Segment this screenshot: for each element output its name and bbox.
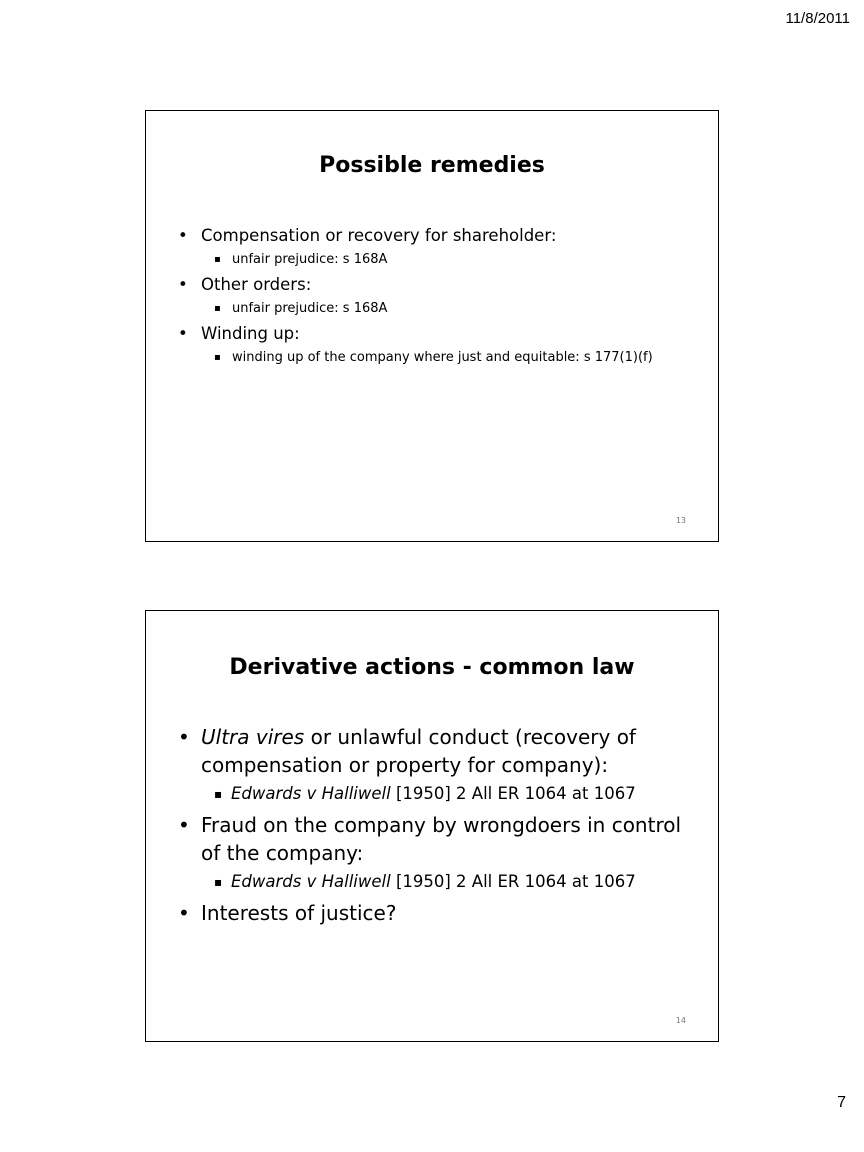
bullet-item <box>176 274 694 317</box>
bullet-text: Compensation or recovery for shareholder: <box>201 226 557 245</box>
sub-bullet-item <box>176 300 694 317</box>
bullet-icon: • <box>178 725 190 749</box>
bullet-item <box>176 225 694 268</box>
bullet-icon: • <box>178 275 188 294</box>
bullet-icon: • <box>178 226 188 245</box>
bullet-text: or unlawful conduct (recovery of compensation or property for company): <box>201 725 636 777</box>
sub-bullet-text: unfair prejudice: s 168A <box>232 252 388 267</box>
bullet-text: Winding up: <box>201 324 300 343</box>
slide-number: 13 <box>675 516 686 525</box>
case-name: Edwards v Halliwell <box>231 872 391 891</box>
sub-bullet-icon: ▪ <box>214 875 223 889</box>
bullet-item <box>176 899 694 927</box>
bullet-text: Other orders: <box>201 275 312 294</box>
sub-bullet-item <box>176 251 694 268</box>
slide-possible-remedies <box>145 110 719 542</box>
page-date: 11/8/2011 <box>785 10 850 27</box>
sub-bullet-icon: ▪ <box>214 352 221 363</box>
page-number: 7 <box>837 1094 846 1111</box>
bullet-text: Fraud on the company by wrongdoers in control of the company: <box>201 813 682 865</box>
bullet-icon: • <box>178 324 188 343</box>
slide-title: Derivative actions - common law <box>229 655 635 680</box>
case-name: Edwards v Halliwell <box>231 784 391 803</box>
slide-title: Possible remedies <box>319 153 545 178</box>
citation-text: [1950] 2 All ER 1064 at 1067 <box>390 784 636 803</box>
sub-bullet-item <box>176 783 694 805</box>
bullet-item <box>176 323 694 366</box>
bullet-list <box>176 219 694 366</box>
bullet-item <box>176 723 694 805</box>
bullet-icon: • <box>178 813 190 837</box>
citation-text: [1950] 2 All ER 1064 at 1067 <box>390 872 636 891</box>
sub-bullet-text: unfair prejudice: s 168A <box>232 301 388 316</box>
sub-bullet-item <box>176 871 694 893</box>
sub-bullet-text: winding up of the company where just and equitable: s 177(1)(f) <box>232 350 653 365</box>
slide-number: 14 <box>675 1016 686 1025</box>
bullet-text-italic: Ultra vires <box>201 725 305 749</box>
bullet-icon: • <box>178 901 190 925</box>
sub-bullet-icon: ▪ <box>214 787 223 801</box>
sub-bullet-item <box>176 349 694 366</box>
bullet-item <box>176 811 694 893</box>
sub-bullet-icon: ▪ <box>214 303 221 314</box>
slide-derivative-actions <box>145 610 719 1042</box>
sub-bullet-icon: ▪ <box>214 254 221 265</box>
bullet-text: Interests of justice? <box>201 901 397 925</box>
bullet-list <box>176 717 694 927</box>
